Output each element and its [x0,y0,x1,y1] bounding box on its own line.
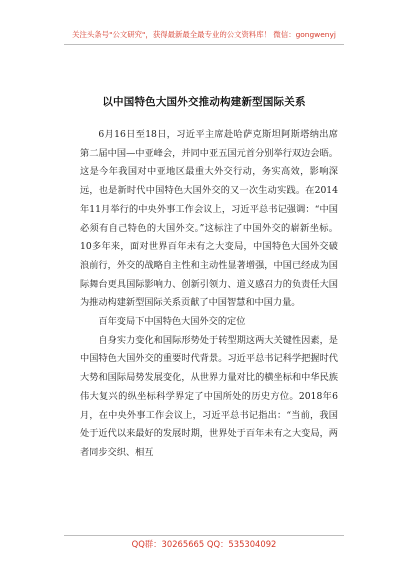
document-body [80,126,338,463]
page-header [0,0,408,60]
page-footer [0,535,408,555]
header-divider [64,44,344,45]
document-title: 以中国特色大国外交推动构建新型国际关系 [102,96,306,108]
header-promo-text: 关注头条号"公文研究"，获得最新最全最专业的公文资料库！ 微信：gongwenyj [72,30,336,39]
footer-contact-text: QQ群：30265665 QQ：535304092 [131,539,277,549]
section-heading: 百年变局下中国特色大国外交的定位 [98,316,246,328]
footer-divider [64,535,344,536]
paragraph-1: 6月16日至18日，习近平主席赴哈萨克斯坦阿斯塔纳出席第二届中国—中亚峰会，并同中亚五国元首分别举行双边会晤。这是今年我国对中亚地区最重大外交行动，务实高效，影响深远，也是新时代中国特色大国外交的又一次生动实践。在2014年11月举行的中央外事工作会议上，习近平总书记强调：“中国必须有自己特色的大国外交。”这标注了中国外交的崭新坐标。10多年来，面对世界百年未有之大变局，中国特色大国外交破浪前行，外交的战略自主性和主动性显著增强，中国已经成为国际舞台更具国际影响力、创新引领力、道义感召力的负责任大国为推动构建新型国际关系贡献了中国智慧和中国力量。 [80,129,338,309]
paragraph-2: 自身实力变化和国际形势处于转型期这两大关键性因素，是中国特色大国外交的重要时代背景。习近平总书记科学把握时代大势和国际局势发展变化，从世界力量对比的横坐标和中华民族伟大复兴的纵坐标科学界定了中国所处的历史方位。2018年6月，在中央外事工作会议上，习近平总书记指出：“当前，我国处于近代以来最好的发展时期，世界处于百年未有之大变局，两者同步交织、相互 [80,334,338,458]
